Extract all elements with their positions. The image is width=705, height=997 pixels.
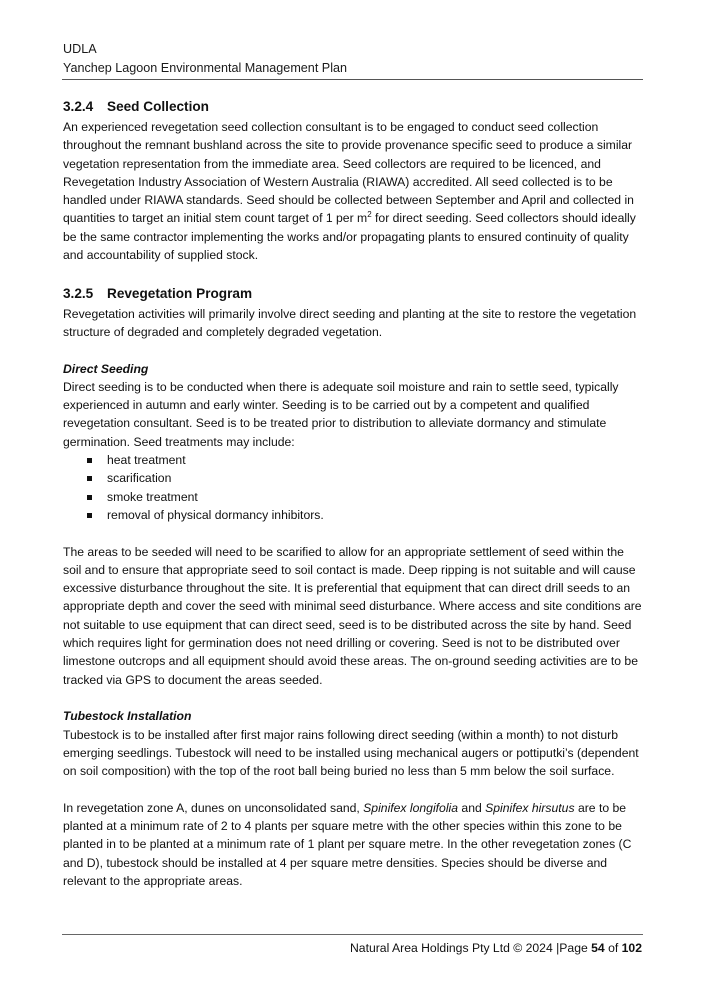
bullet-icon bbox=[87, 513, 92, 518]
spacer bbox=[63, 341, 643, 359]
subheading-direct-seeding: Direct Seeding bbox=[63, 361, 149, 376]
section-number: 3.2.5 bbox=[63, 285, 94, 301]
header-title: Yanchep Lagoon Environmental Management Plan bbox=[63, 61, 348, 75]
list-item-text: smoke treatment bbox=[107, 489, 198, 504]
text-run: are to be planted at a minimum rate of 2 to 4 plants per square metre with the other species within this zone to be planted in to be planted at a minimum rate of 1 plant per square metre. In the other revegetation zones (C and D), tubestock should be installed at 4 per square metre densities. Species should be diverse and relevant to the appropriate areas. bbox=[63, 800, 632, 888]
planting-rate-paragraph bbox=[63, 799, 643, 890]
section-heading-revegetation-program bbox=[63, 283, 643, 305]
revegetation-intro-paragraph: Revegetation activities will primarily involve direct seeding and planting at the site to restore the vegetation structure of degraded and completely degraded vegetation. bbox=[63, 306, 637, 339]
header-org: UDLA bbox=[63, 42, 97, 56]
section-title: Revegetation Program bbox=[107, 285, 253, 301]
spacer bbox=[63, 524, 643, 542]
species-name: Spinifex longifolia bbox=[363, 800, 459, 815]
bullet-icon bbox=[87, 476, 92, 481]
subheading-tubestock-installation: Tubestock Installation bbox=[63, 709, 192, 724]
seed-treatments-list bbox=[63, 451, 643, 524]
list-item-text: scarification bbox=[107, 471, 172, 486]
bullet-icon bbox=[87, 495, 92, 500]
text-run: An experienced revegetation seed collection consultant is to be engaged to conduct seed collection throughout the remnant bushland across the site to provide provenance specific seed to produce a similar vegetation representation from the immediate area. Seed collectors are required to be licenced, and Revegetation Industry Association of Western Australia (RIAWA) accredited. All seed collected is to be handled under RIAWA standards. Seed should be collected between September and April and collected in quantities to target an initial stem count target of 1 per m bbox=[63, 120, 634, 226]
section-title: Seed Collection bbox=[107, 99, 209, 114]
seed-collection-paragraph bbox=[63, 118, 643, 264]
section-number: 3.2.4 bbox=[63, 99, 94, 114]
species-name: Spinifex hirsutus bbox=[485, 800, 575, 815]
tubestock-paragraph: Tubestock is to be installed after first major rains following direct seeding (within a month) to not disturb emerging seedlings. Tubestock will need to be installed using mechanical augers or pottiputki’s (dependent on soil composition) with the top of the root ball being buried no less than 5 mm below the soil surface. bbox=[63, 727, 639, 779]
spacer bbox=[63, 264, 643, 282]
list-item bbox=[63, 469, 643, 487]
footer-of: of bbox=[604, 941, 622, 955]
footer-copyright: Natural Area Holdings Pty Ltd © 2024 |Page bbox=[350, 941, 592, 955]
list-item-text: removal of physical dormancy inhibitors. bbox=[107, 507, 324, 522]
superscript: 2 bbox=[367, 210, 372, 220]
footer-divider bbox=[62, 934, 643, 935]
seeding-method-paragraph: The areas to be seeded will need to be scarified to allow for an appropriate settlement of seed within the soil and to ensure that appropriate seed to soil contact is made. Deep ripping is not suitable and will cause excessive disturbance throughout the site. It is preferential that equipment that can direct drill seeds to an appropriate depth and cover the seed with minimal seed disturbance. Where access and site conditions are not suitable to use equipment that can direct seed, seed is to be distributed across the site by hand. Seed which requires light for germination does not need drilling or covering. Seed is not to be distributed over limestone outcrops and all equipment should avoid these areas. The on-ground seeding activities are to be tracked via GPS to document the areas seeded. bbox=[63, 544, 642, 687]
direct-seeding-paragraph: Direct seeding is to be conducted when there is adequate soil moisture and rain to settle seed, typically experienced in autumn and early winter. Seeding is to be carried out by a competent and qualified revegetation consultant. Seed is to be treated prior to distribution to alleviate dormancy and stimulate germination. Seed treatments may include: bbox=[63, 379, 619, 449]
text-run: In revegetation zone A, dunes on unconsolidated sand, bbox=[63, 800, 364, 815]
spacer bbox=[63, 780, 643, 798]
text-run: and bbox=[458, 800, 486, 815]
spacer bbox=[63, 689, 643, 707]
header-divider bbox=[62, 79, 643, 80]
page-total: 102 bbox=[621, 941, 642, 955]
page-number: 54 bbox=[591, 941, 605, 955]
text-run: for direct seeding. Seed collectors should ideally be the same contractor implementing the works and/or propagating plants to ensured continuity of quality and accountability of supplied stock. bbox=[63, 211, 636, 263]
list-item bbox=[63, 506, 643, 524]
section-heading-seed-collection bbox=[63, 96, 643, 118]
bullet-icon bbox=[87, 458, 92, 463]
page-content bbox=[63, 96, 643, 890]
page-header bbox=[63, 40, 643, 78]
page-footer bbox=[350, 939, 642, 957]
list-item bbox=[63, 488, 643, 506]
list-item-text: heat treatment bbox=[107, 453, 186, 468]
list-item bbox=[63, 451, 643, 469]
